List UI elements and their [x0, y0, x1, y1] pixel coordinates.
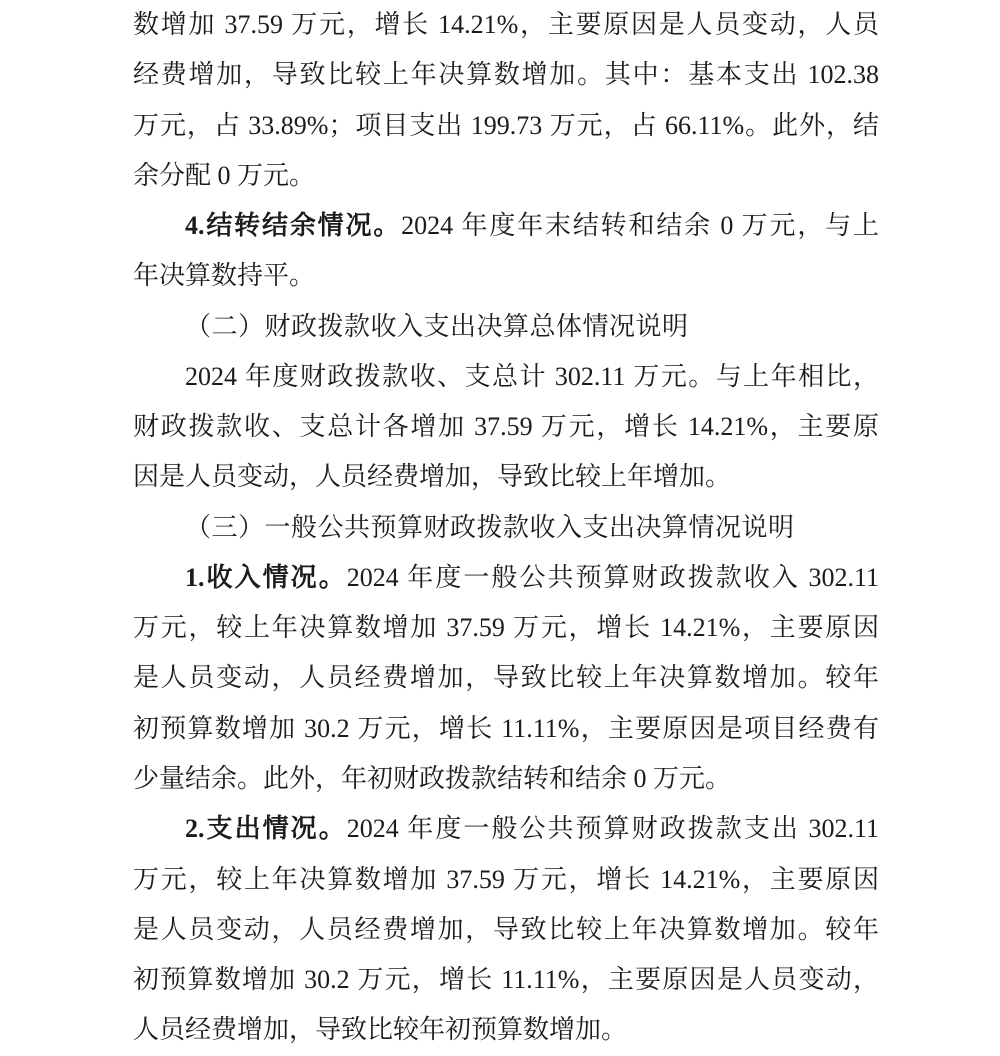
text-line: 财政拨款收、支总计各增加 37.59 万元，增长 14.21%，主要原	[133, 412, 879, 442]
paragraph-number-label: 4.结转结余情况。	[185, 211, 402, 241]
text-line: 数增加 37.59 万元，增长 14.21%，主要原因是人员变动，人员	[133, 10, 879, 39]
paragraph-lead-line	[133, 553, 879, 603]
text-line: 万元，较上年决算数增加 37.59 万元，增长 14.21%，主要原因	[133, 613, 879, 643]
text-line: 人员经费增加，导致比较年初预算数增加。	[133, 1015, 628, 1045]
text-line: 是人员变动，人员经费增加，导致比较上年决算数增加。较年	[133, 914, 879, 944]
text-line: 因是人员变动，人员经费增加，导致比较上年增加。	[133, 462, 732, 492]
text-line: 万元，较上年决算数增加 37.59 万元，增长 14.21%，主要原因	[133, 864, 879, 894]
text-line: 经费增加，导致比较上年决算数增加。其中：基本支出 102.38	[133, 60, 879, 90]
text-line: 少量结余。此外，年初财政拨款结转和结余 0 万元。	[133, 763, 732, 793]
text-run: 2024 年度年末结转和结余 0 万元，与上	[401, 211, 879, 241]
paragraph-lead-line	[133, 201, 879, 251]
paragraph-number-label: 2.支出情况。	[185, 814, 347, 844]
paragraph-lead-line	[133, 804, 879, 854]
text-line: 余分配 0 万元。	[133, 160, 316, 190]
text-line: 初预算数增加 30.2 万元，增长 11.11%，主要原因是人员变动，	[133, 965, 879, 995]
paragraph-number-label: 1.收入情况。	[185, 562, 347, 592]
section-heading: （三）一般公共预算财政拨款收入支出决算情况说明	[185, 512, 795, 542]
text-line: 初预算数增加 30.2 万元，增长 11.11%，主要原因是项目经费有	[133, 713, 879, 743]
section-heading: （二）财政拨款收入支出决算总体情况说明	[185, 311, 689, 341]
document-text-block	[133, 0, 879, 1056]
text-run: 2024 年度一般公共预算财政拨款支出 302.11	[346, 814, 879, 844]
text-line: 年决算数持平。	[133, 261, 316, 291]
text-line: 2024 年度财政拨款收、支总计 302.11 万元。与上年相比，	[185, 361, 879, 391]
text-run: 2024 年度一般公共预算财政拨款收入 302.11	[346, 562, 879, 592]
text-line: 万元，占 33.89%；项目支出 199.73 万元，占 66.11%。此外，结	[133, 110, 879, 140]
text-line: 是人员变动，人员经费增加，导致比较上年决算数增加。较年	[133, 663, 879, 693]
